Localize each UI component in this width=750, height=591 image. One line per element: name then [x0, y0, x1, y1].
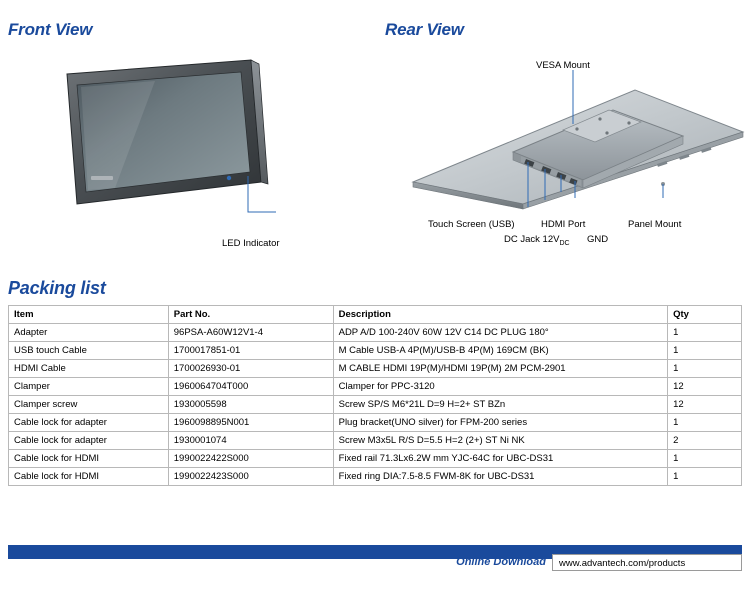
cell-part-no: 1930001074 [168, 432, 333, 450]
cell-qty: 1 [668, 468, 742, 486]
cell-item: Cable lock for adapter [9, 414, 169, 432]
cell-qty: 12 [668, 396, 742, 414]
table-row [9, 450, 742, 468]
cell-qty: 1 [668, 342, 742, 360]
cell-description: Screw SP/S M6*21L D=9 H=2+ ST BZn [333, 396, 667, 414]
table-row [9, 432, 742, 450]
dc-subscript: DC [559, 239, 570, 247]
header-description: Description [333, 306, 667, 324]
callout-panel-mount: Panel Mount [628, 219, 682, 230]
table-row [9, 324, 742, 342]
cell-qty: 1 [668, 360, 742, 378]
cell-item: Clamper screw [9, 396, 169, 414]
header-qty: Qty [668, 306, 742, 324]
cell-description: Screw M3x5L R/S D=5.5 H=2 (2+) ST Ni NK [333, 432, 667, 450]
cell-item: Cable lock for HDMI [9, 468, 169, 486]
cell-item: Cable lock for HDMI [9, 450, 169, 468]
rear-view-illustration [395, 52, 745, 212]
callout-hdmi-port: HDMI Port [541, 219, 586, 230]
table-row [9, 378, 742, 396]
cell-part-no: 1990022423S000 [168, 468, 333, 486]
table-row [9, 468, 742, 486]
callout-gnd: GND [587, 234, 609, 245]
download-url-field[interactable]: www.advantech.com/products [552, 554, 742, 571]
cell-part-no: 1930005598 [168, 396, 333, 414]
cell-part-no: 1960064704T000 [168, 378, 333, 396]
callout-led-indicator: LED Indicator [222, 238, 280, 249]
rear-view-title: Rear View [385, 20, 464, 39]
callout-touch-screen-usb: Touch Screen (USB) [428, 219, 515, 230]
cell-description: Fixed ring DIA:7.5-8.5 FWM-8K for UBC-DS31 [333, 468, 667, 486]
cell-qty: 2 [668, 432, 742, 450]
cell-item: HDMI Cable [9, 360, 169, 378]
table-header-row [9, 306, 742, 324]
packing-list-table [8, 305, 742, 486]
table-row [9, 396, 742, 414]
cell-part-no: 1960098895N001 [168, 414, 333, 432]
header-part-no: Part No. [168, 306, 333, 324]
cell-item: Adapter [9, 324, 169, 342]
led-indicator-leader [180, 170, 310, 218]
cell-qty: 1 [668, 450, 742, 468]
cell-part-no: 1700017851-01 [168, 342, 333, 360]
cell-item: Cable lock for adapter [9, 432, 169, 450]
cell-description: Clamper for PPC-3120 [333, 378, 667, 396]
cell-qty: 1 [668, 324, 742, 342]
cell-description: M CABLE HDMI 19P(M)/HDMI 19P(M) 2M PCM-2901 [333, 360, 667, 378]
cell-qty: 12 [668, 378, 742, 396]
cell-part-no: 1700026930-01 [168, 360, 333, 378]
cell-description: Fixed rail 71.3Lx6.2W mm YJC-64C for UBC-DS31 [333, 450, 667, 468]
cell-item: Clamper [9, 378, 169, 396]
cell-item: USB touch Cable [9, 342, 169, 360]
cell-part-no: 96PSA-A60W12V1-4 [168, 324, 333, 342]
header-item: Item [9, 306, 169, 324]
cell-part-no: 1990022422S000 [168, 450, 333, 468]
online-download-label: Online Download [456, 556, 546, 568]
cell-description: Plug bracket(UNO silver) for FPM-200 series [333, 414, 667, 432]
cell-description: ADP A/D 100-240V 60W 12V C14 DC PLUG 180° [333, 324, 667, 342]
table-row [9, 360, 742, 378]
callout-vesa-mount: VESA Mount [536, 60, 590, 71]
callout-dc-jack: DC Jack $12V_{DC}$ [504, 234, 570, 247]
footer-row [8, 552, 742, 572]
packing-list-title: Packing list [8, 278, 106, 298]
cell-description: M Cable USB-A 4P(M)/USB-B 4P(M) 169CM (BK) [333, 342, 667, 360]
table-row [9, 414, 742, 432]
front-view-title: Front View [8, 20, 93, 39]
table-row [9, 342, 742, 360]
cell-qty: 1 [668, 414, 742, 432]
